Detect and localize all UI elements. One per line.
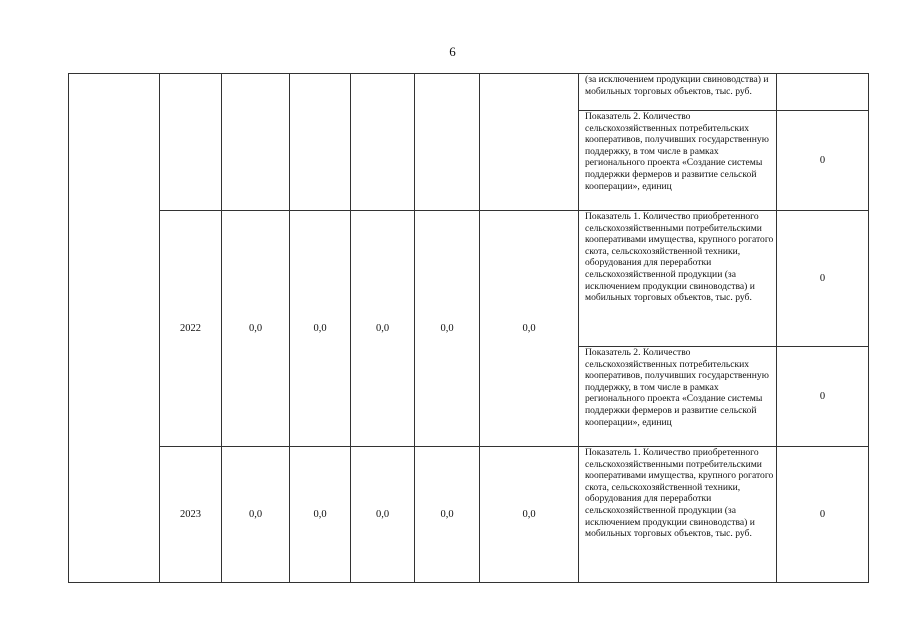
merged-cell-left (69, 74, 160, 583)
table-row (69, 211, 869, 347)
indicator-1-text: Показатель 1. Количество приобретенного сельскохозяйственными потребительскими кооперативами имущества, крупного рогатого скота, сельскохозяйственной техники, оборудования для переработки сельскохозяйственной продукции (за исключением продукции свиноводства) и мобильных торговых объектов, тыс. руб. (579, 211, 777, 347)
value-cell: 0,0 (480, 211, 579, 447)
year-cell: 2022 (160, 211, 222, 447)
table-row (69, 447, 869, 583)
table-row (69, 74, 869, 111)
value-cell: 0,0 (290, 211, 351, 447)
prev-year-cell (160, 74, 222, 211)
value-cell: 0,0 (351, 447, 415, 583)
prev-value-cell (415, 74, 480, 211)
indicator-value (777, 74, 869, 111)
indicator-1-text: Показатель 1. Количество приобретенного сельскохозяйственными потребительскими кооперативами имущества, крупного рогатого скота, сельскохозяйственной техники, оборудования для переработки сельскохозяйственной продукции (за исключением продукции свиноводства) и мобильных торговых объектов, тыс. руб. (579, 447, 777, 583)
prev-value-cell (480, 74, 579, 211)
indicator-value: 0 (777, 447, 869, 583)
prev-value-cell (290, 74, 351, 211)
indicator-2-text: Показатель 2. Количество сельскохозяйственных потребительских кооперативов, получивших государственную поддержку, в том числе в рамках регионального проекта «Создание системы поддержки фермеров и развитие сельской кооперации», единиц (579, 347, 777, 447)
year-cell: 2023 (160, 447, 222, 583)
indicator-value: 0 (777, 211, 869, 347)
indicator-2-text: Показатель 2. Количество сельскохозяйственных потребительских кооперативов, получивших государственную поддержку, в том числе в рамках регионального проекта «Создание системы поддержки фермеров и развитие сельской кооперации», единиц (579, 111, 777, 211)
value-cell: 0,0 (480, 447, 579, 583)
page-number: 6 (449, 44, 456, 59)
indicator-value: 0 (777, 111, 869, 211)
value-cell: 0,0 (222, 211, 290, 447)
program-table (68, 73, 869, 583)
value-cell: 0,0 (290, 447, 351, 583)
prev-value-cell (222, 74, 290, 211)
prev-value-cell (351, 74, 415, 211)
indicator-1-tail: (за исключением продукции свиноводства) и мобильных торговых объектов, тыс. руб. (579, 74, 777, 111)
value-cell: 0,0 (415, 447, 480, 583)
value-cell: 0,0 (415, 211, 480, 447)
value-cell: 0,0 (351, 211, 415, 447)
indicator-value: 0 (777, 347, 869, 447)
value-cell: 0,0 (222, 447, 290, 583)
